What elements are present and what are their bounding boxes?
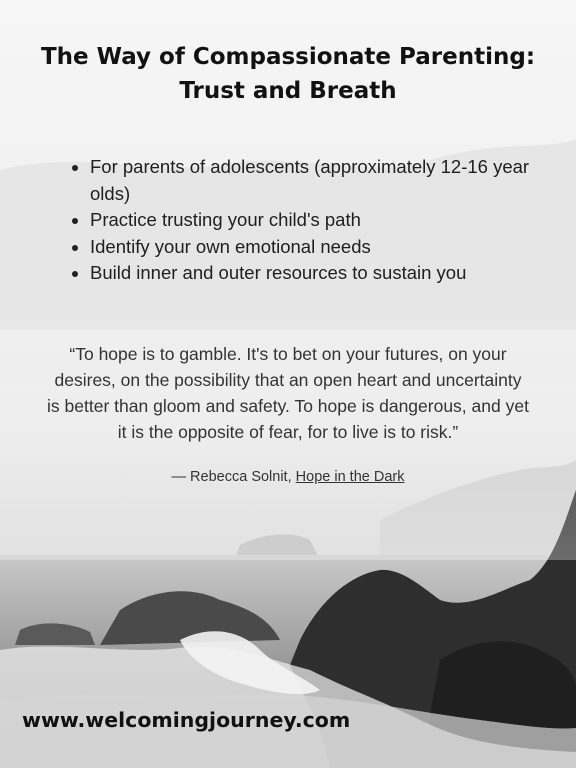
bullet-item: • Practice trusting your child's path bbox=[90, 207, 560, 234]
quote-attribution bbox=[46, 469, 530, 485]
bullet-item: • For parents of adolescents (approximately 12-16 year olds) bbox=[90, 154, 560, 207]
book-title-link[interactable]: Hope in the Dark bbox=[295, 469, 405, 485]
bullet-item: • Build inner and outer resources to sustain you bbox=[90, 260, 560, 287]
website-url[interactable]: www.welcomingjourney.com bbox=[22, 708, 351, 732]
title-line-2: Trust and Breath bbox=[179, 78, 397, 104]
bullet-item: • Identify your own emotional needs bbox=[90, 234, 560, 261]
poster-title bbox=[10, 40, 566, 108]
attribution-author: — Rebecca Solnit, bbox=[171, 469, 292, 485]
bullet-list bbox=[70, 154, 560, 287]
title-line-1: The Way of Compassionate Parenting: bbox=[40, 44, 536, 70]
quote-text: “To hope is to gamble. It's to bet on your futures, on your desires, on the possibility that an open heart and uncertainty is better than gloom and safety. To hope is dangerous, and yet it is the opposite of fear, for to live is to risk.” bbox=[47, 344, 529, 442]
